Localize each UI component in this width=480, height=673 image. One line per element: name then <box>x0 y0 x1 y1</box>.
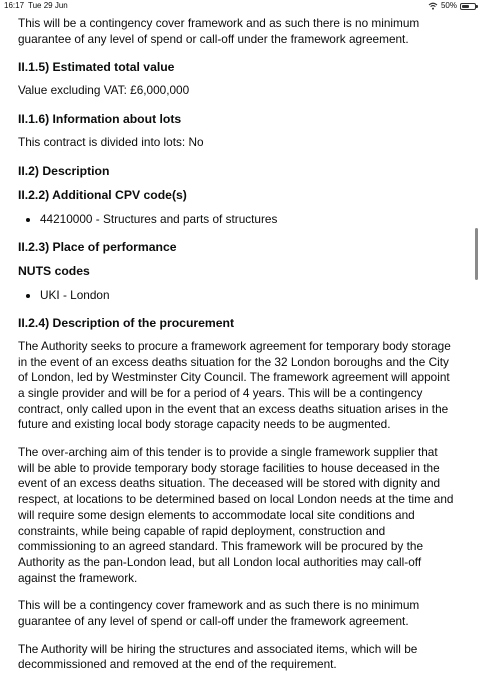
nuts-list <box>18 287 454 303</box>
status-time: 16:17 <box>4 1 25 10</box>
procurement-paragraph-2: The over-arching aim of this tender is to provide a single framework supplier that will be able to provide temporary body storage facilities to house deceased in the event of an excess deaths situation. The deceased will be stored with dignity and respect, at locations to be determined based on local London needs at the time and will require some design elements to accommodate local site conditions and constraints, while being capable of rapid deployment, construction and commissioning to an agreed standard. This framework will be procured by the Authority as the pan-London lead, but all London local authorities may call-off against the framework. <box>18 445 454 585</box>
procurement-description-heading: II.2.4) Description of the procurement <box>18 315 235 330</box>
cpv-list-item: • 44210000 - Structures and parts of structures <box>40 211 454 227</box>
estimated-value-heading: II.1.5) Estimated total value <box>18 60 175 75</box>
procurement-paragraph-3: This will be a contingency cover framework and as such there is no minimum guarantee of any level of spend or call-off under the framework agreement. <box>18 598 420 629</box>
lots-heading: II.1.6) Information about lots <box>18 112 182 127</box>
place-of-performance-heading: II.2.3) Place of performance <box>18 239 177 254</box>
nuts-list-item: • UKI - London <box>40 287 454 303</box>
intro-paragraph: This will be a contingency cover framework and as such there is no minimum guarantee of any level of spend or call-off under the framework agreement. <box>18 16 420 46</box>
nuts-codes-heading: NUTS codes <box>18 263 90 278</box>
cpv-list <box>18 211 454 227</box>
wifi-icon <box>428 2 438 10</box>
battery-icon <box>460 3 476 10</box>
status-right <box>428 0 476 12</box>
status-date: Tue 29 Jun <box>28 1 68 10</box>
notice-content <box>18 16 454 673</box>
status-bar <box>0 0 480 12</box>
procurement-paragraph-1: The Authority seeks to procure a framework agreement for temporary body storage in the event of an excess deaths situation for the 32 London boroughs and the City of London, led by Westminster City Council. The framework agreement will appoint a single provider and will be for a period of 4 years. This will be a contingency contract, only called upon in the event that an excess deaths situation arises in the future and existing local body storage capacity needs to be augmented. <box>18 338 451 432</box>
lots-text: This contract is divided into lots: No <box>18 135 204 150</box>
estimated-value-text: Value excluding VAT: £6,000,000 <box>18 83 190 98</box>
description-heading: II.2) Description <box>18 163 110 178</box>
cpv-heading: II.2.2) Additional CPV code(s) <box>18 187 187 202</box>
procurement-paragraph-4: The Authority will be hiring the structures and associated items, which will be decommissioned and removed at the end of the requirement. <box>18 641 418 672</box>
scrollbar[interactable] <box>475 228 478 280</box>
battery-percent: 50% <box>440 1 457 10</box>
